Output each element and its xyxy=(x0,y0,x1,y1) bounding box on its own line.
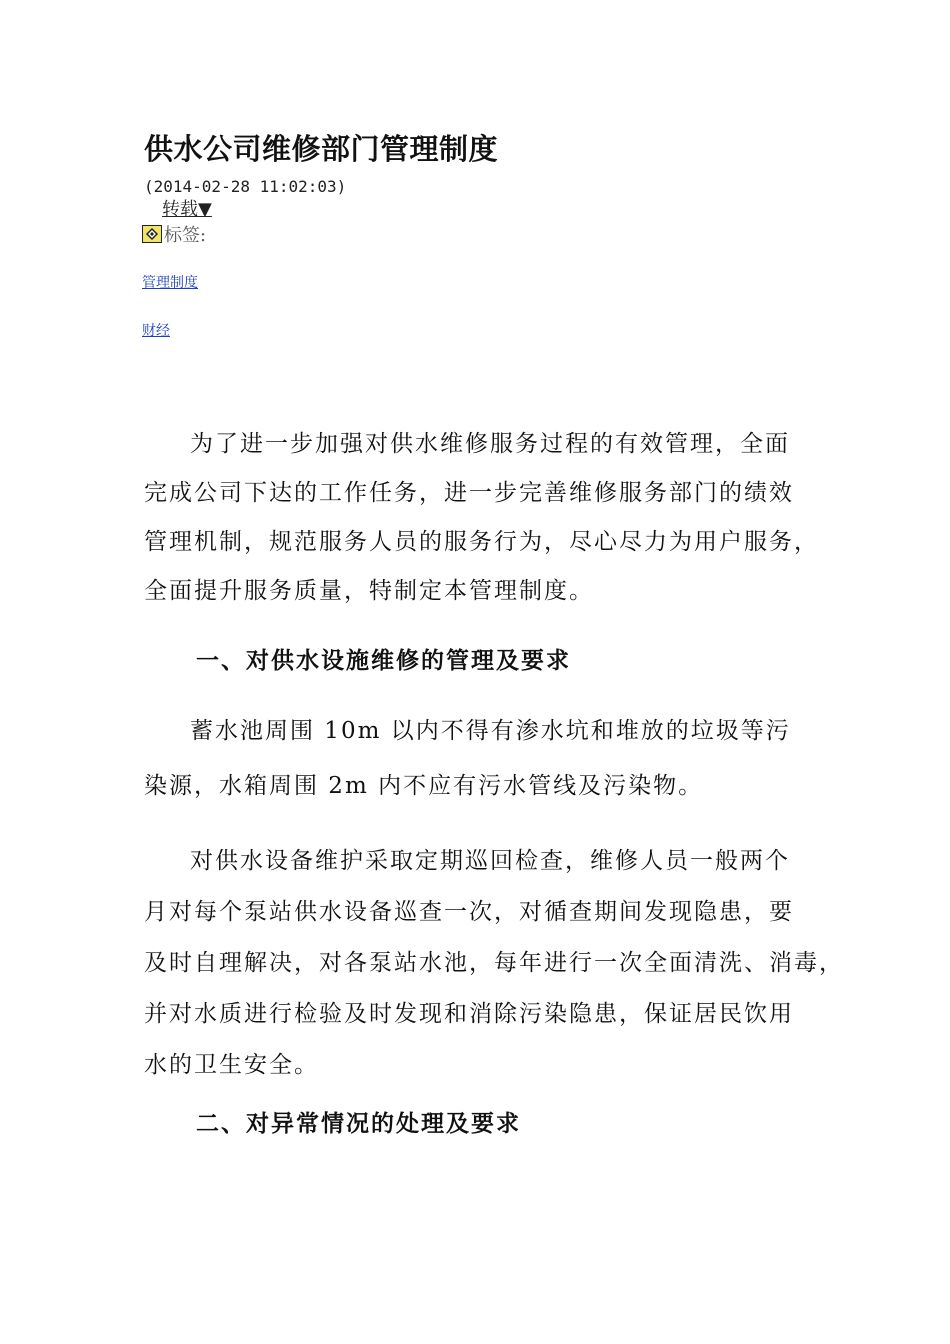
paragraph-line: 蓄水池周围 10m 以内不得有渗水坑和堆放的垃圾等污 xyxy=(190,718,791,744)
paragraph-line: 对供水设备维护采取定期巡回检查，维修人员一般两个 xyxy=(190,848,790,874)
post-timestamp: (2014-02-28 11:02:03) xyxy=(144,177,347,196)
intro-line: 全面提升服务质量，特制定本管理制度。 xyxy=(144,578,594,604)
tag-link-management[interactable]: 管理制度 xyxy=(142,275,198,291)
paragraph-line: 月对每个泵站供水设备巡查一次，对循查期间发现隐患，要 xyxy=(144,899,794,925)
section1-paragraph-1 xyxy=(144,714,814,804)
tags-label: 标签: xyxy=(164,225,207,246)
paragraph-line: 及时自理解决，对各泵站水池，每年进行一次全面清洗、消毒， xyxy=(144,950,844,976)
document-title: 供水公司维修部门管理制度 xyxy=(144,132,499,166)
paragraph-line: 染源，水箱周围 2m 内不应有污水管线及污染物。 xyxy=(144,773,704,799)
tags-row xyxy=(142,223,206,245)
paragraph-line: 并对水质进行检验及时发现和消除污染隐患，保证居民饮用 xyxy=(144,1001,794,1027)
intro-line: 完成公司下达的工作任务，进一步完善维修服务部门的绩效 xyxy=(144,480,794,506)
tag-icon xyxy=(142,225,162,243)
section2-heading-text: 二、对异常情况的处理及要求 xyxy=(196,1110,521,1137)
tag-link-finance[interactable]: 财经 xyxy=(142,323,170,339)
intro-paragraph xyxy=(144,420,819,616)
intro-line: 管理机制，规范服务人员的服务行为，尽心尽力为用户服务， xyxy=(144,529,819,555)
section1-heading-text: 一、对供水设施维修的管理及要求 xyxy=(196,647,571,674)
repost-button[interactable]: 转载▼ xyxy=(162,199,212,220)
paragraph-line: 水的卫生安全。 xyxy=(144,1052,319,1078)
section2-heading xyxy=(144,1107,814,1141)
section1-paragraph-2 xyxy=(144,836,844,1091)
intro-line: 为了进一步加强对供水维修服务过程的有效管理，全面 xyxy=(190,431,790,457)
section1-heading xyxy=(144,644,814,678)
